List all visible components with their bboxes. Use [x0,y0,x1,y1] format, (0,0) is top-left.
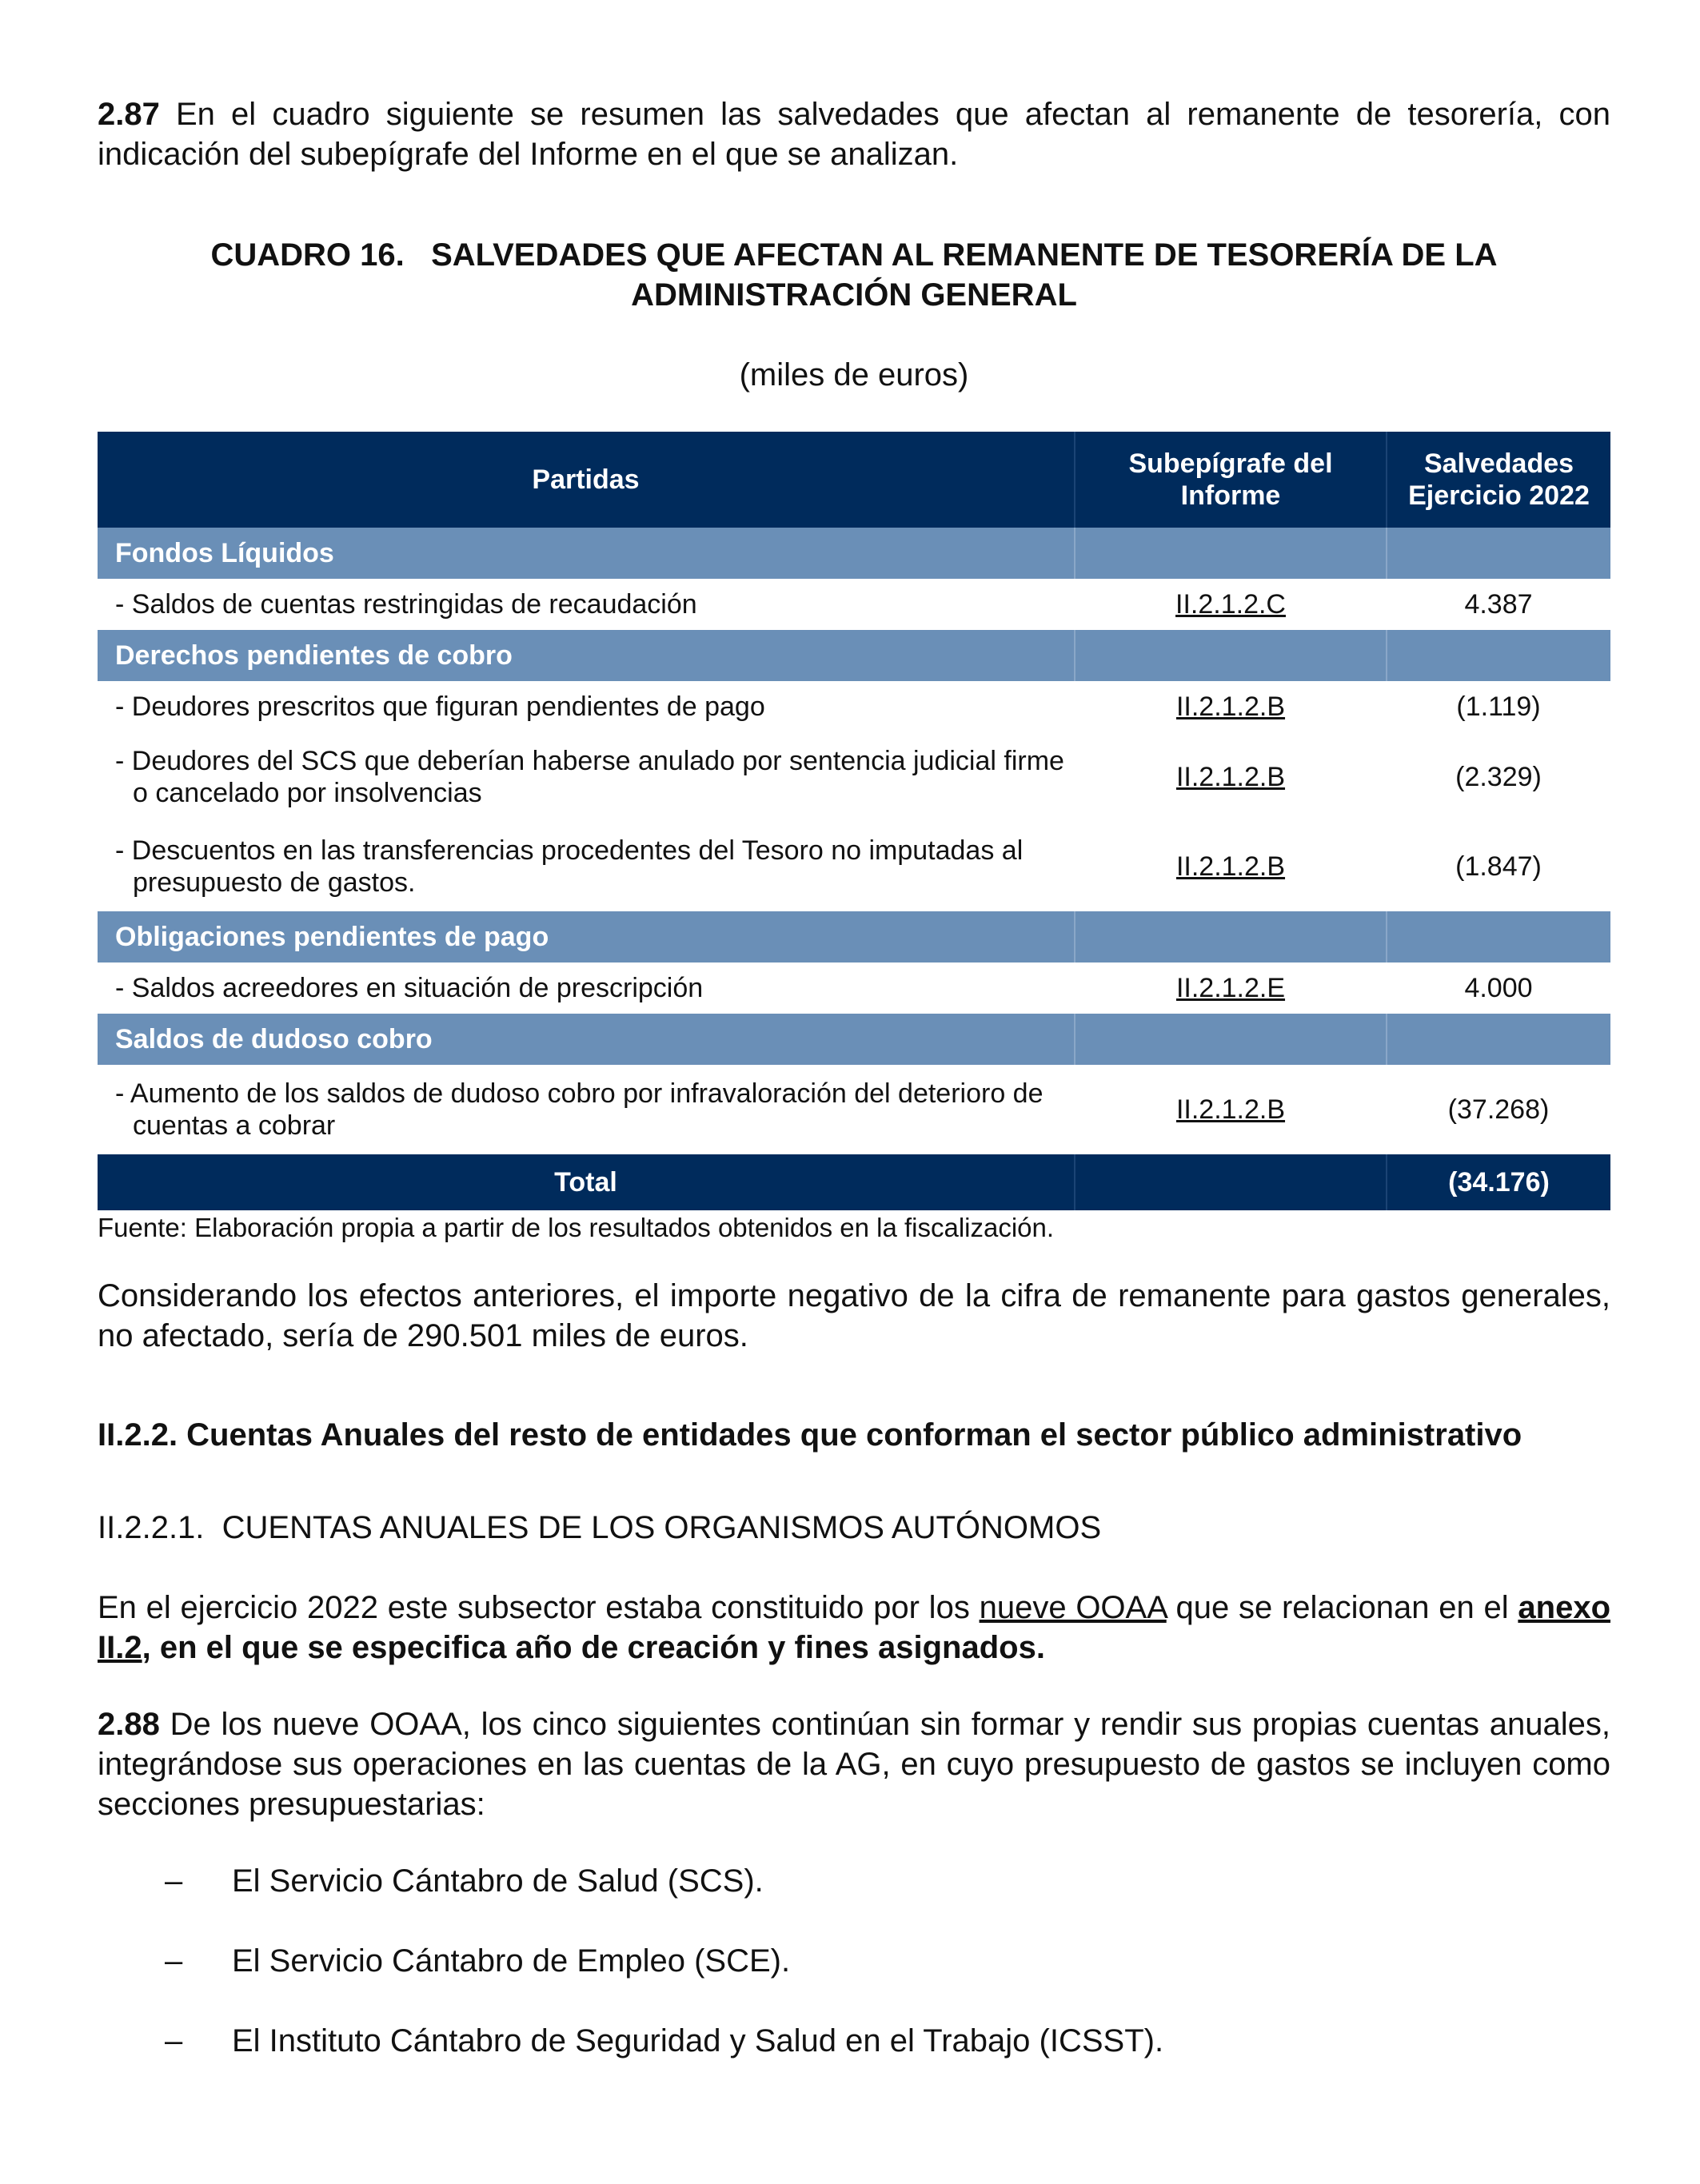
row-reference-link[interactable]: II.2.1.2.E [1175,973,1286,1003]
total-row [98,1154,1610,1210]
section-title: Fondos Líquidos [98,528,1075,579]
total-label: Total [98,1154,1075,1210]
dash-marker: – [165,1943,183,1979]
document-page [98,94,1610,2101]
row-value: (1.847) [1455,851,1542,882]
row-reference-link[interactable]: II.2.1.2.B [1175,851,1286,882]
row-value: (2.329) [1455,762,1542,792]
paragraph-text: De los nueve OOAA, los cinco siguientes continúan sin formar y rendir sus propias cuentas anuales, integrándose sus operaciones en las cuentas de la AG, en cuyo presupuesto de gastos se incluyen como secciones presupuestarias: [98,1707,1610,1822]
section-title: Derechos pendientes de cobro [98,630,1075,681]
section-title: Obligaciones pendientes de pago [98,911,1075,962]
table-row [98,962,1610,1014]
section-row [98,528,1610,579]
section-title: Saldos de dudoso cobro [98,1014,1075,1065]
table-source: Fuente: Elaboración propia a partir de los resultados obtenidos en la fiscalización. [98,1213,1055,1242]
table-row [98,822,1610,911]
paragraph-considerando: Considerando los efectos anteriores, el importe negativo de la cifra de remanente para gastos generales, no afectado, sería de 290.501 miles de euros. [98,1278,1610,1353]
row-reference-link[interactable]: II.2.1.2.B [1175,762,1286,792]
subsection-heading-ii-2-2-1: II.2.2.1. CUENTAS ANUALES DE LOS ORGANISMOS AUTÓNOMOS [98,1510,1102,1545]
paragraph-number: 2.88 [98,1707,160,1742]
row-reference-link[interactable]: II.2.1.2.B [1175,691,1286,722]
row-description: - Saldos de cuentas restringidas de recaudación [115,589,697,620]
row-value: (37.268) [1447,1094,1550,1125]
total-value: (34.176) [1387,1154,1610,1210]
list-item: – El Servicio Cántabro de Salud (SCS). [98,1861,1610,1901]
row-value: 4.387 [1464,589,1533,620]
text: En el ejercicio 2022 este subsector estaba constituido por los [98,1590,980,1625]
row-description: - Deudores del SCS que deberían haberse anulado por sentencia judicial firme o cancelado por insolvencias [115,746,1064,808]
section-row [98,630,1610,681]
row-description: - Descuentos en las transferencias procedentes del Tesoro no imputadas al presupuesto de gastos. [115,835,1024,898]
table-units: (miles de euros) [739,357,969,393]
table-header-row [98,432,1610,528]
ooaa-list [98,1861,1610,2061]
row-description: - Saldos acreedores en situación de prescripción [115,973,704,1003]
paragraph-2-88 [98,1704,1610,1824]
section-row [98,911,1610,962]
paragraph-2-87 [98,94,1610,174]
table-row [98,1065,1610,1154]
table-row [98,732,1610,822]
section-row [98,1014,1610,1065]
table-title-line-1: CUADRO 16. SALVEDADES QUE AFECTAN AL REMANENTE DE TESORERÍA DE LA [210,237,1498,273]
row-description: - Aumento de los saldos de dudoso cobro por infravaloración del deterioro de cuentas a cobrar [115,1078,1044,1141]
row-value: (1.119) [1456,691,1541,722]
row-description: - Deudores prescritos que figuran pendientes de pago [115,691,765,722]
table-title [98,235,1610,315]
text-bold: , en el que se especifica año de creación y fines asignados. [142,1630,1045,1665]
row-value: 4.000 [1464,973,1533,1003]
table-row [98,579,1610,630]
salvedades-table [98,432,1610,1210]
paragraph-number: 2.87 [98,97,160,132]
dash-marker: – [165,1863,183,1899]
link-nueve-ooaa[interactable]: nueve OOAA [979,1590,1167,1625]
link-anexo-ii-2[interactable]: anexo II.2 [98,1590,1610,1665]
header-salvedades: Salvedades Ejercicio 2022 [1387,432,1610,528]
dash-marker: – [165,2023,183,2058]
section-heading-ii-2-2: II.2.2. Cuentas Anuales del resto de entidades que conforman el sector público administrativo [98,1417,1522,1453]
table-row [98,681,1610,732]
list-item: – El Servicio Cántabro de Empleo (SCE). [98,1941,1610,1981]
paragraph-ejercicio [98,1588,1610,1668]
header-partidas: Partidas [98,432,1075,528]
text: que se relacionan en el [1166,1590,1518,1625]
header-subepigrafe: Subepígrafe del Informe [1075,432,1387,528]
row-reference-link[interactable]: II.2.1.2.C [1175,589,1286,620]
row-reference-link[interactable]: II.2.1.2.B [1175,1094,1286,1125]
list-item: – El Instituto Cántabro de Seguridad y Salud en el Trabajo (ICSST). [98,2021,1610,2061]
table-title-line-2: ADMINISTRACIÓN GENERAL [631,277,1077,313]
paragraph-text: En el cuadro siguiente se resumen las salvedades que afectan al remanente de tesorería, con indicación del subepígrafe del Informe en el que se analizan. [98,97,1610,172]
